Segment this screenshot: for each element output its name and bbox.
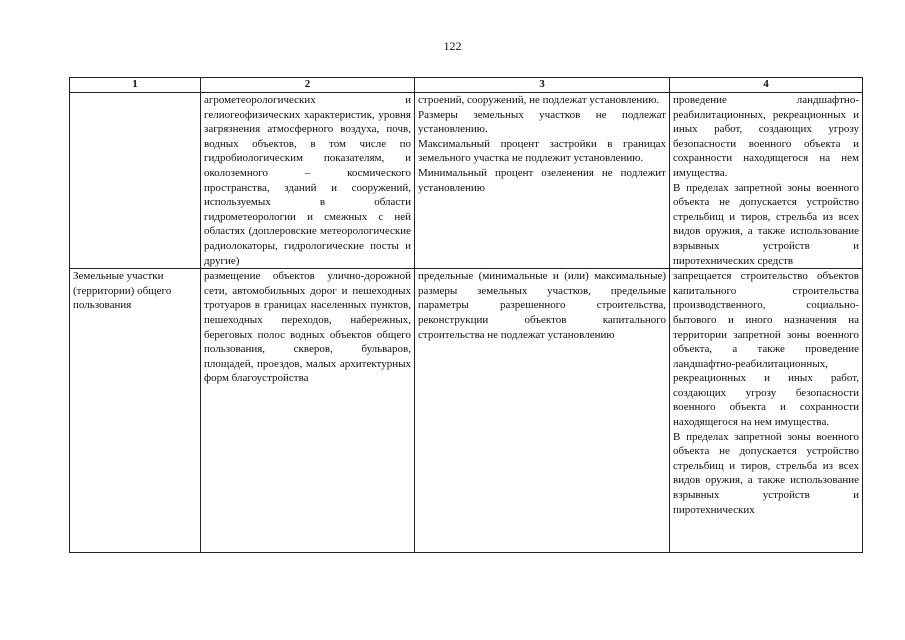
table-row (70, 93, 863, 269)
row2-zone-cell (70, 269, 201, 553)
page-number: 122 (443, 39, 462, 53)
row1-col4-paragraph: проведение ландшафтно-реабилитационных, рекреационных и иных работ, создающих угрозу безопасности военного объекта и сохранности находящегося на нем имущества. (673, 94, 859, 179)
row1-col3-paragraph: Максимальный процент застройки в границах земельного участка не подлежит установлению. (418, 137, 666, 165)
row1-permitted-use-cell (201, 93, 415, 269)
row1-col3-paragraph: Размеры земельных участков не подлежат установлению. (418, 108, 666, 136)
row1-zone-cell (70, 93, 201, 269)
row2-zone-label: Земельные участки (территории) общего пользования (73, 270, 172, 312)
row2-col4-paragraph: В пределах запретной зоны военного объекта не допускается устройство стрельбищ и тиров, стрельба из всех видов оружия, а также использование взрывных устройств и пиротехнических (673, 430, 859, 516)
zoning-table (69, 77, 863, 553)
table-row (70, 269, 863, 553)
row2-col2-paragraph: размещение объектов улично-дорожной сети, автомобильных дорог и пешеходных тротуаров в границах населенных пунктов, пешеходных переходов, набережных, береговых полос водных объектов общего пользования, скверов, бульваров, площадей, проездов, малых архитектурных форм благоустройства (204, 270, 411, 385)
column-header-1: 1 (70, 78, 201, 93)
row1-col3-paragraph: Минимальный процент озеленения не подлежит установлению (418, 166, 666, 194)
row1-col3-paragraph: строений, сооружений, не подлежат установлению. (418, 94, 660, 106)
row2-parameters-cell (415, 269, 670, 553)
row2-col4-paragraph: запрещается строительство объектов капитального строительства производственного, социально-бытового и иного назначения на территории запретной зоны военного объекта, а также проведение ландшафтно-реабилитационных, рекреационных и иных работ, создающих угрозу безопасности военного объекта и сохранности находящегося на нем имущества. (673, 270, 859, 429)
row2-restrictions-cell (670, 269, 863, 553)
row2-col3-paragraph: предельные (минимальные и (или) максимальные) размеры земельных участков, предельные параметры разрешенного строительства, реконструкции объектов капитального строительства не подлежат установлению (418, 270, 666, 341)
row2-permitted-use-cell (201, 269, 415, 553)
column-header-2: 2 (201, 78, 415, 93)
column-header-3: 3 (415, 78, 670, 93)
header-row (70, 78, 863, 93)
row1-col2-paragraph: агрометеорологических и гелиогеофизических характеристик, уровня загрязнения атмосферного воздуха, почв, водных объектов, в том числе по гидробиологическим показателям, и околоземного – космического пространства, зданий и сооружений, используемых в области гидрометеорологии и смежных с ней областях (доплеровские метеорологические радиолокаторы, гидрологические посты и другие) (204, 94, 411, 267)
column-header-4: 4 (670, 78, 863, 93)
row1-col4-paragraph: В пределах запретной зоны военного объекта не допускается устройство стрельбищ и тиров, стрельба из всех видов оружия, а также использование взрывных устройств и пиротехнических средств (673, 181, 859, 267)
row1-restrictions-cell (670, 93, 863, 269)
row1-parameters-cell (415, 93, 670, 269)
